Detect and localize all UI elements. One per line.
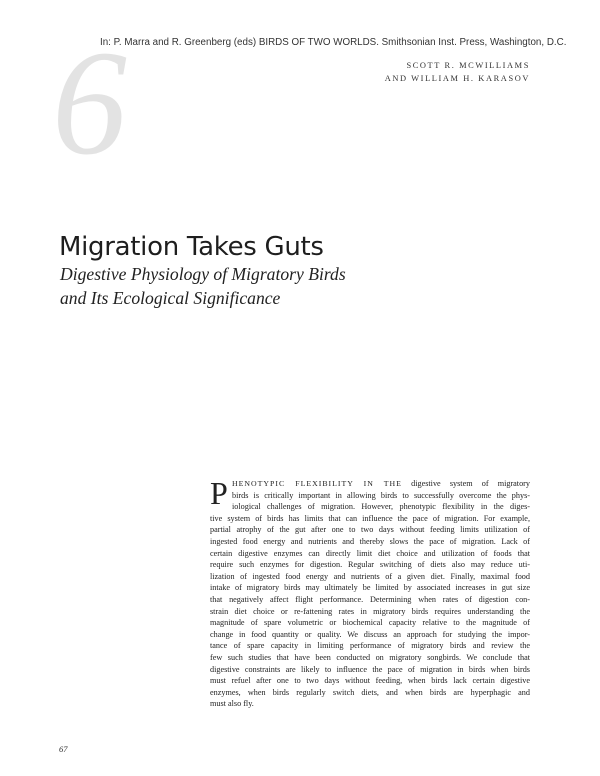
author-line: AND WILLIAM H. KARASOV	[384, 74, 530, 83]
abstract-line: must also fly.	[210, 699, 254, 709]
abstract-line: strain diet choice or re-fattening rates in migratory birds requires understanding the	[210, 606, 530, 616]
abstract-line-text: digestive system of migratory	[401, 479, 530, 488]
chapter-title: Migration Takes Guts	[59, 232, 324, 262]
chapter-number: 6	[52, 20, 127, 186]
lead-small-caps: HENOTYPIC FLEXIBILITY IN THE	[232, 479, 402, 488]
abstract-line: ingested food energy and nutrients and thereby slows the pace of migration. Lack of	[210, 536, 530, 546]
abstract-paragraph	[210, 475, 530, 710]
abstract-line: lization of ingested food energy and nutrients of a given diet. Finally, maximal food	[210, 571, 530, 581]
abstract-line: intake of migratory birds may ultimately be limited by associated increases in gut size	[210, 583, 530, 593]
subtitle-line: and Its Ecological Significance	[60, 288, 281, 308]
chapter-subtitle	[60, 262, 390, 310]
abstract-line: few such studies that have been conducted on migratory songbirds. We conclude that	[210, 652, 530, 662]
drop-cap: P	[210, 475, 228, 511]
author-line: SCOTT R. MCWILLIAMS	[406, 61, 530, 70]
author-block	[385, 59, 530, 85]
abstract-line: tance of spare capacity in limiting performance of migratory birds and review the	[210, 641, 530, 651]
abstract-line: birds is critically important in allowing birds to successfully overcome the phys-	[232, 490, 530, 500]
subtitle-line: Digestive Physiology of Migratory Birds	[60, 264, 346, 284]
abstract-line: partial atrophy of the gut after one to two days without feeding limits utilization of	[210, 525, 530, 535]
abstract-line	[210, 478, 530, 490]
abstract-line: tive system of birds has limits that can influence the pace of migration. For example,	[210, 513, 530, 523]
abstract-line: certain digestive enzymes can directly limit diet choice and utilization of foods that	[210, 548, 530, 558]
abstract-line: that negatively affect flight performance. Determining when rates of digestion con-	[210, 594, 530, 604]
abstract-line: iological challenges of migration. However, phenotypic flexibility in the diges-	[232, 502, 530, 512]
abstract-line: must refuel after one to two days without feeding, when birds lack certain digestive	[210, 676, 530, 686]
citation-header: In: P. Marra and R. Greenberg (eds) BIRDS OF TWO WORLDS. Smithsonian Inst. Press, Washington, D.C.	[100, 37, 567, 48]
abstract-line: require such enzymes for digestion. Regular switching of diets also may reduce uti-	[210, 560, 530, 570]
page-number: 67	[59, 744, 68, 754]
abstract-line: magnitude of spare volumetric or biochemical capacity relative to the magnitude of	[210, 618, 530, 628]
abstract-line: change in food quantity or quality. We discuss an approach for studying the impor-	[210, 629, 530, 639]
abstract-line: enzymes, when birds regularly switch diets, and when birds are hyperphagic and	[210, 687, 530, 697]
abstract-line: digestive constraints are likely to influence the pace of migration in birds when birds	[210, 664, 530, 674]
